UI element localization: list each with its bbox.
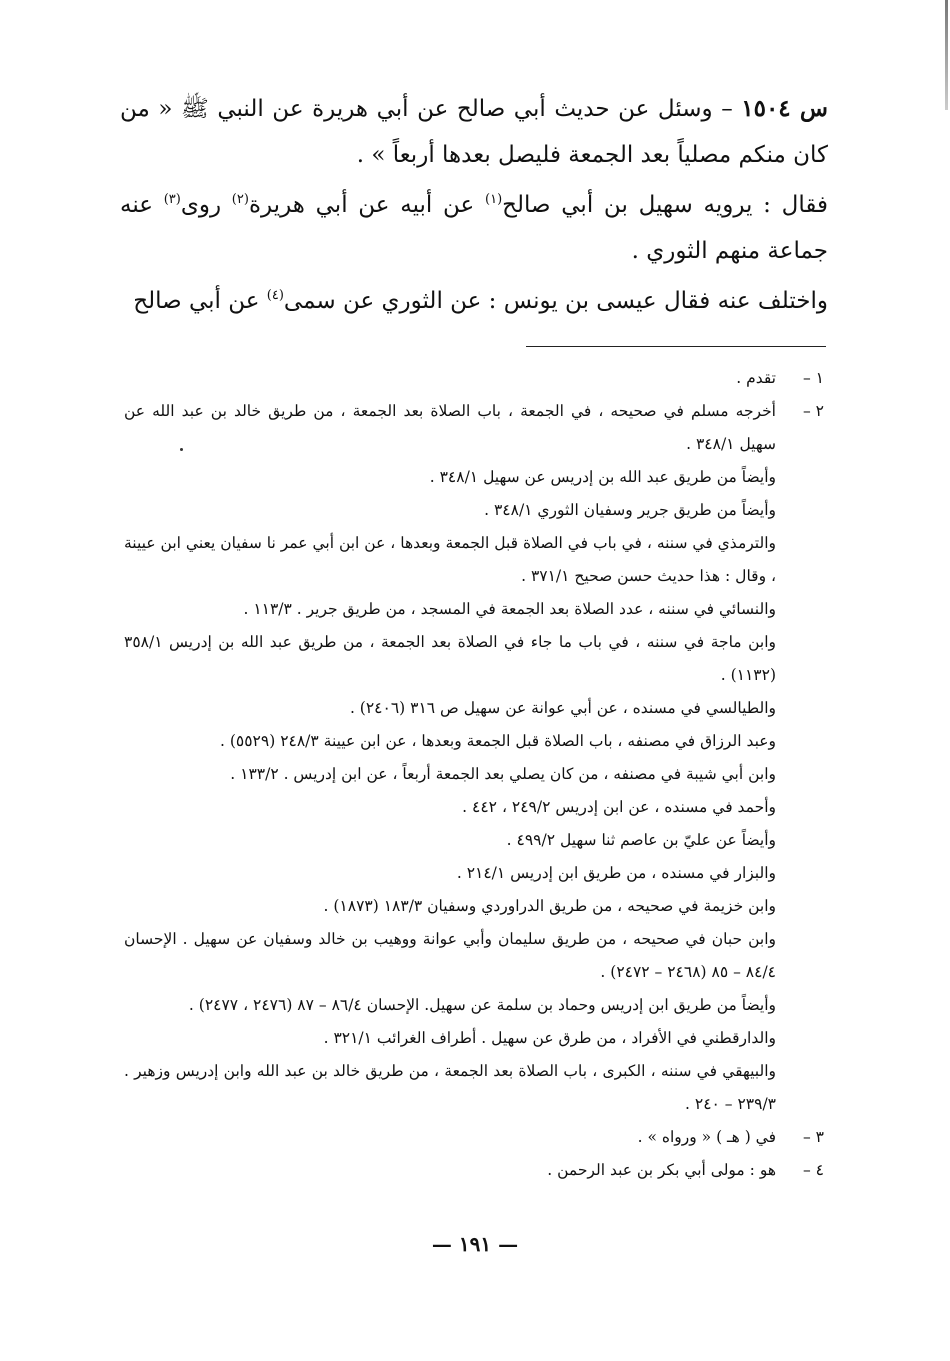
question-number: س ١٥٠٤ [741, 95, 828, 122]
footnote-ref-2[interactable]: (٢) [231, 192, 249, 207]
footnote-line: والطيالسي في مسنده ، عن أبي عوانة عن سهيل ص ٣١٦ (٢٤٠٦) . [349, 699, 776, 717]
footnote-line: وابن أبي شيبة في مصنفه ، من كان يصلي بعد الجمعة أربعاً ، عن ابن إدريس . ١٣٣/٢ . [230, 765, 776, 783]
footnote-line: وأيضاً من طريق ابن إدريس وحماد بن سلمة عن سهيل. الإحسان ٨٦/٤ – ٨٧ (٢٤٧٦ ، ٢٤٧٧) . [188, 996, 776, 1014]
footnote-separator [526, 346, 826, 347]
question-paragraph [120, 86, 828, 178]
main-text [120, 86, 828, 324]
footnote-body [124, 1121, 776, 1154]
footnote-line: وأيضاً من طريق عبد الله بن إدريس عن سهيل ٣٤٨/١ . [429, 468, 776, 486]
footnote-line: تقدم . [736, 369, 776, 387]
footnotes [124, 362, 824, 1187]
footnote-line: والترمذي في سننه ، في باب في الصلاة قبل الجمعة وبعدها ، عن ابن أبي عمر نا سفيان يعني ابن عيينة ، وقال : هذا حديث حسن صحيح ٣٧١/١ . [124, 534, 776, 585]
difference-part-1: واختلف عنه فقال عيسى بن يونس : عن الثوري عن سمى [283, 288, 828, 314]
difference-part-2: عن أبي صالح [133, 288, 267, 314]
footnote-line: وأيضاً من طريق جرير وسفيان الثوري ٣٤٨/١ . [484, 501, 776, 519]
footnote-line: وعبد الرزاق في مصنفه ، باب الصلاة قبل الجمعة وبعدها ، عن ابن عيينة ٢٤٨/٣ (٥٥٢٩) . [219, 732, 776, 750]
footnote-line: وأيضاً عن عليّ بن عاصم ثنا سهيل ٤٩٩/٢ . [506, 831, 776, 849]
question-text: – وسئل عن حديث أبي صالح عن أبي هريرة عن النبي ﷺ « من كان منكم مصلياً بعد الجمعة فليصل بعدها أربعاً » . [120, 96, 828, 168]
answer-part-1: فقال : يرويه سهيل بن أبي صالح [502, 192, 828, 218]
footnote-3 [124, 1121, 824, 1154]
difference-paragraph [120, 278, 828, 324]
scan-speck [180, 448, 183, 451]
footnote-line: وابن خزيمة في صحيحه ، من طريق الدراوردي وسفيان ١٨٣/٣ (١٨٧٣) . [323, 897, 776, 915]
footnote-number: ١ – [802, 369, 824, 387]
footnote-line: في ( هـ ) « ورواه » . [637, 1128, 776, 1146]
page-number: — ١٩١ — [431, 1232, 519, 1256]
footnote-1 [124, 362, 824, 395]
footnote-ref-4[interactable]: (٤) [266, 288, 284, 303]
footnote-body [124, 1154, 776, 1187]
footnote-line: أخرجه مسلم في صحيحه ، في الجمعة ، باب الصلاة بعد الجمعة ، من طريق خالد بن عبد الله عن سهيل ٣٤٨/١ . [124, 402, 776, 453]
footnote-number: ٣ – [802, 1128, 824, 1146]
footnote-ref-1[interactable]: (١) [485, 192, 503, 207]
footnote-line: وابن ماجة في سننه ، في باب ما جاء في الصلاة بعد الجمعة ، من طريق عبد الله بن إدريس ٣٥٨/١ (١١٣٢) . [124, 633, 776, 684]
footnote-line: وأحمد في مسنده ، عن ابن إدريس ٢٤٩/٢ ، ٤٤٢ . [462, 798, 776, 816]
footnote-line: وابن حبان في صحيحه ، من طريق سليمان وأبي عوانة ووهيب بن خالد وسفيان عن سهيل . الإحسان ٨٤/٤ – ٨٥ (٢٤٦٨ – ٢٤٧٢) . [124, 930, 776, 981]
footnote-line: والبزار في مسنده ، من طريق ابن إدريس ٢١٤/١ . [456, 864, 776, 882]
answer-part-4: عنه جماعة منهم الثوري . [120, 192, 828, 264]
answer-paragraph [120, 182, 828, 274]
footnote-line: والبيهقي في سننه ، الكبرى ، باب الصلاة بعد الجمعة ، من طريق خالد بن عبد الله وابن إدريس وزهير . ٢٣٩/٣ – ٢٤٠ . [124, 1062, 776, 1113]
footnote-body [124, 395, 776, 1121]
footnote-line: والدارقطني في الأفراد ، من طرق عن سهيل . أطراف الغرائب ٣٢١/١ . [323, 1029, 776, 1047]
answer-part-3: روى [180, 192, 232, 218]
footnote-line: هو : مولى أبي بكر بن عبد الرحمن . [547, 1161, 776, 1179]
footnote-ref-3[interactable]: (٣) [163, 192, 181, 207]
footnote-line: والنسائي في سننه ، عدد الصلاة بعد الجمعة في المسجد ، من طريق جرير . ١١٣/٣ . [243, 600, 776, 618]
footnote-number: ٤ – [802, 1161, 824, 1179]
footnote-body [124, 362, 776, 395]
footnote-2 [124, 395, 824, 1121]
footnote-4 [124, 1154, 824, 1187]
scan-edge-mark [945, 0, 948, 110]
answer-part-2: عن أبيه عن أبي هريرة [248, 192, 485, 218]
footnote-number: ٢ – [802, 402, 824, 420]
